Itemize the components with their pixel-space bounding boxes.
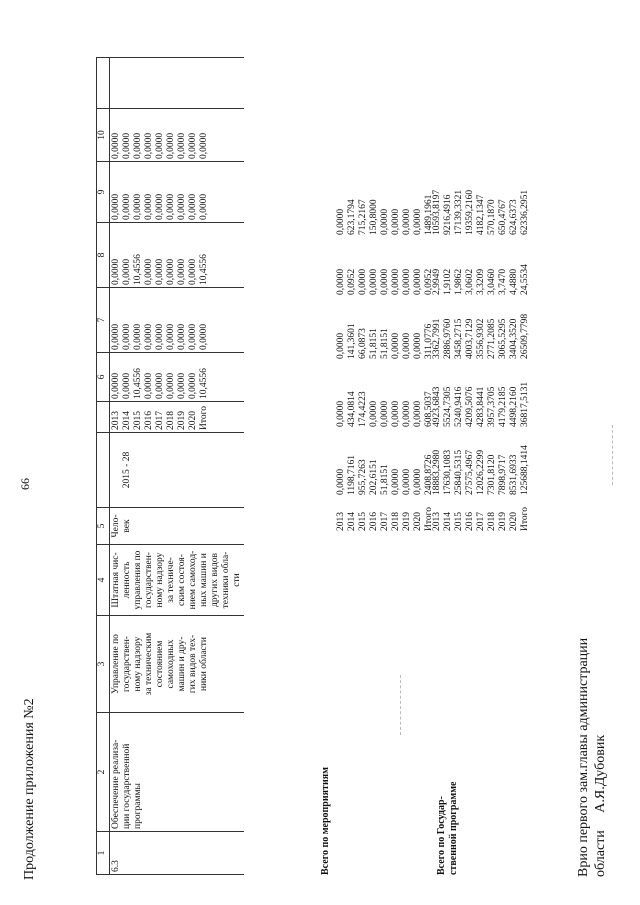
list-item: 0,0000 (144, 132, 154, 159)
list-item: 27575,4967 (465, 449, 475, 495)
list-item: 4283,8441 (476, 386, 486, 427)
col-num-10: 10 (97, 109, 110, 162)
list-item: 0,0000 (111, 258, 121, 285)
list-item: 0,0000 (188, 372, 198, 399)
total-measures-col10 (336, 195, 435, 235)
list-item: 0,0000 (188, 323, 198, 350)
list-item: Итого (520, 506, 530, 531)
list-item: 4209,5076 (465, 386, 475, 427)
list-item: 10593,8197 (432, 189, 442, 235)
list-item: 0,0000 (133, 193, 143, 220)
total-program-col7 (432, 382, 531, 427)
list-item: 0,0000 (380, 400, 390, 427)
list-item: 0,0000 (122, 372, 132, 399)
list-item: 0,0000 (380, 208, 390, 235)
row-executor: Управление по государствен- ному надзору за техническим состоянием самоходных машин и дру- гих видов тех- ники области (110, 616, 245, 713)
list-item: 0,0000 (358, 268, 368, 295)
list-item: 0,0000 (413, 468, 423, 495)
row-col10 (110, 109, 245, 162)
list-item: 0,0000 (369, 268, 379, 295)
list-item: 3362,7991 (432, 318, 442, 359)
list-item: 2408,8726 (424, 454, 434, 495)
col-num-2: 2 (97, 713, 110, 832)
list-item: 955,7263 (358, 459, 368, 495)
list-item: 8531,6933 (509, 454, 519, 495)
list-item: 174,4223 (358, 391, 368, 427)
list-item: 0,0000 (144, 258, 154, 285)
list-item: 2,9949 (432, 268, 442, 295)
list-item: 4923,6843 (432, 386, 442, 427)
list-item: 0,0000 (177, 258, 187, 285)
list-item: 2019 (402, 512, 412, 531)
list-item: 570,1870 (487, 199, 497, 235)
list-item: 608,5037 (424, 391, 434, 427)
col-num-8: 8 (97, 223, 110, 288)
list-item: 0,0000 (111, 193, 121, 220)
list-item: 10,4556 (199, 254, 209, 285)
list-item: 2016 (369, 512, 379, 531)
list-item: 141,3601 (347, 323, 357, 359)
list-item: 0,0000 (391, 400, 401, 427)
list-item: 715,2167 (358, 199, 368, 235)
list-item: 434,0814 (347, 391, 357, 427)
col-num-3: 3 (97, 616, 110, 713)
list-item: 2018 (391, 512, 401, 531)
list-item: 0,0000 (391, 332, 401, 359)
signature-line-1: Врио первого зам.главы администрации (576, 637, 591, 877)
list-item: 0,0000 (402, 400, 412, 427)
continuation-title: Продолжение приложения №2 (22, 698, 37, 880)
list-item: 0,0000 (177, 323, 187, 350)
list-item: 2886,9760 (443, 318, 453, 359)
list-item: 66,0873 (358, 328, 368, 359)
list-item: 0,0000 (391, 208, 401, 235)
list-item: 0,0000 (199, 193, 209, 220)
fold-mark (400, 675, 401, 735)
total-program-col9 (432, 264, 531, 295)
list-item: 2016 (465, 512, 475, 531)
list-item: 12026,2299 (476, 449, 486, 495)
list-item: 17630,1083 (443, 449, 453, 495)
signature-line-2: области А.Я.Дубовик (593, 734, 608, 877)
list-item: 17139,3321 (454, 189, 464, 235)
list-item: 0,0000 (155, 372, 165, 399)
list-item: 2019 (498, 512, 508, 531)
row-pad (110, 58, 245, 109)
list-item: 1489,1961 (424, 194, 434, 235)
col-num-7: 7 (97, 288, 110, 353)
list-item: 10,4556 (133, 254, 143, 285)
list-item: 0,0000 (391, 268, 401, 295)
list-item: 0,0000 (166, 258, 176, 285)
col-num-9: 9 (97, 162, 110, 223)
total-program-col6 (432, 445, 531, 495)
list-item: 1,9862 (454, 268, 464, 295)
list-item: 125688,1414 (520, 445, 530, 495)
list-item: 0,0000 (133, 323, 143, 350)
list-item: Итого (424, 506, 434, 531)
list-item: 0,0000 (155, 258, 165, 285)
list-item: 4,4880 (509, 268, 519, 295)
list-item: 0,0000 (122, 193, 132, 220)
list-item: 623,1794 (347, 199, 357, 235)
list-item: 0,0952 (424, 268, 434, 295)
list-item: 0,0000 (413, 268, 423, 295)
list-item: 3,3209 (476, 268, 486, 295)
list-item: 7898,9717 (498, 454, 508, 495)
list-item: 0,0000 (199, 323, 209, 350)
row-col8 (110, 223, 245, 288)
list-item: 0,0000 (166, 132, 176, 159)
row-period: 2015 - 28 (110, 433, 245, 508)
signature-block (575, 638, 609, 877)
list-item: 0,0000 (155, 323, 165, 350)
list-item: 4498,2160 (509, 386, 519, 427)
list-item: 2018 (487, 512, 497, 531)
list-item: 2015 (358, 512, 368, 531)
list-item: 3556,9302 (476, 318, 486, 359)
list-item: 0,0000 (336, 332, 346, 359)
list-item: 0,0000 (111, 323, 121, 350)
list-item: 0,0000 (177, 132, 187, 159)
list-item: 0,0000 (402, 468, 412, 495)
list-item: 3,0460 (487, 268, 497, 295)
row-name: Обеспечение реализа- ции государственной программы (110, 713, 245, 832)
list-item: 2014 (347, 512, 357, 531)
list-item: 0,0000 (199, 132, 209, 159)
list-item: 2020 (509, 512, 519, 531)
list-item: 1,9102 (443, 268, 453, 295)
list-item: 202,6151 (369, 459, 379, 495)
list-item: 2014 (443, 512, 453, 531)
list-item: 3957,3705 (487, 386, 497, 427)
list-item: 0,0000 (413, 208, 423, 235)
list-item: 0,0000 (166, 323, 176, 350)
col-num-4: 4 (97, 545, 110, 616)
row-col7 (110, 288, 245, 353)
row-years (110, 402, 245, 433)
list-item: 0,0000 (122, 258, 132, 285)
list-item: 0,0000 (336, 468, 346, 495)
list-item: 650,4767 (498, 199, 508, 235)
list-item: 0,0000 (111, 372, 121, 399)
total-measures-col9 (336, 269, 435, 295)
col-num-pad (97, 58, 110, 109)
list-item: 0,0000 (336, 208, 346, 235)
list-item: 2019 (177, 411, 187, 430)
list-item: 2017 (380, 512, 390, 531)
list-item: 24,5534 (520, 264, 530, 295)
list-item: 2016 (144, 411, 154, 430)
list-item: 5524,7305 (443, 386, 453, 427)
list-item: 0,0000 (402, 208, 412, 235)
list-item: 150,8000 (369, 199, 379, 235)
total-measures-label: Всего по мероприятиям (320, 767, 331, 875)
list-item: 25840,5315 (454, 449, 464, 495)
list-item: 5240,9416 (454, 386, 464, 427)
list-item: 0,0000 (380, 268, 390, 295)
col-num-year (97, 402, 110, 433)
total-program-label: Всего по Государ- ственной программе (436, 781, 459, 875)
col-num-5: 5 (97, 508, 110, 545)
list-item: 26509,7798 (520, 313, 530, 359)
list-item: 4182,1347 (476, 194, 486, 235)
list-item: 0,0000 (133, 132, 143, 159)
list-item: 0,0000 (188, 193, 198, 220)
list-item: 36817,5131 (520, 381, 530, 427)
list-item: 0,0000 (111, 132, 121, 159)
list-item: Итого (199, 405, 209, 430)
page-number: 66 (18, 478, 32, 490)
list-item: 2015 (133, 411, 143, 430)
table-row-6-3 (110, 58, 245, 875)
list-item: 3458,2715 (454, 318, 464, 359)
list-item: 0,0000 (122, 323, 132, 350)
list-item: 2017 (476, 512, 486, 531)
list-item: 0,0000 (402, 332, 412, 359)
col-num-1: 1 (97, 832, 110, 875)
col-num-5b (97, 433, 110, 508)
list-item: 0,0000 (402, 268, 412, 295)
list-item: 0,0000 (369, 400, 379, 427)
list-item: 0,0000 (166, 372, 176, 399)
list-item: 0,0000 (177, 193, 187, 220)
list-item: 0,0000 (144, 193, 154, 220)
list-item: 18883,2980 (432, 449, 442, 495)
list-item: 10,4556 (133, 368, 143, 399)
list-item: 0,0000 (391, 468, 401, 495)
list-item: 2020 (413, 512, 423, 531)
row-col9 (110, 162, 245, 223)
list-item: 0,0000 (188, 258, 198, 285)
total-measures-years (336, 507, 435, 531)
list-item: 2015 (454, 512, 464, 531)
list-item: 0,0000 (188, 132, 198, 159)
list-item: 51,8151 (380, 328, 390, 359)
list-item: 0,0000 (166, 193, 176, 220)
list-item: 51,8151 (380, 464, 390, 495)
list-item: 0,0000 (336, 268, 346, 295)
total-measures-col7 (336, 391, 435, 427)
list-item: 0,0000 (144, 372, 154, 399)
list-item: 19359,2160 (465, 189, 475, 235)
list-item: 4003,7129 (465, 318, 475, 359)
list-item: 3404,3520 (509, 318, 519, 359)
column-number-row (97, 58, 110, 875)
list-item: 3065,5295 (498, 318, 508, 359)
row-indicator: Штатная чис- ленность управления по государствен- ному надзору за техниче- ским состоя- нием самоход- ных машин и других видов техники обла- сти (110, 545, 245, 616)
total-program-col8 (432, 314, 531, 359)
total-measures-col8 (336, 323, 435, 359)
total-program-col10 (432, 190, 531, 235)
fold-mark (612, 425, 613, 485)
list-item: 0,0000 (413, 400, 423, 427)
list-item: 7301,8120 (487, 454, 497, 495)
list-item: 0,0000 (155, 193, 165, 220)
col-num-6: 6 (97, 353, 110, 402)
budget-table (96, 57, 244, 875)
list-item: 0,0000 (177, 372, 187, 399)
list-item: 3,7470 (498, 268, 508, 295)
list-item: 3,0602 (465, 268, 475, 295)
total-measures-col6 (336, 455, 435, 495)
list-item: 9216,4916 (443, 194, 453, 235)
list-item: 2771,2085 (487, 318, 497, 359)
list-item: 624,6373 (509, 199, 519, 235)
list-item: 4179,2185 (498, 386, 508, 427)
list-item: 62336,2951 (520, 189, 530, 235)
list-item: 1198,7161 (347, 454, 357, 495)
list-item: 2017 (155, 411, 165, 430)
row-unit: Чело- век (110, 508, 245, 545)
list-item: 2013 (111, 411, 121, 430)
total-program-years (432, 507, 531, 531)
row-index: 6.3 (110, 832, 245, 875)
list-item: 0,0000 (336, 400, 346, 427)
list-item: 2018 (166, 411, 176, 430)
list-item: 51,8151 (369, 328, 379, 359)
list-item: 0,0000 (122, 132, 132, 159)
row-col6 (110, 353, 245, 402)
list-item: 0,0000 (155, 132, 165, 159)
list-item: 311,0776 (424, 323, 434, 359)
list-item: 2014 (122, 411, 132, 430)
list-item: 0,0000 (144, 323, 154, 350)
list-item: 10,4556 (199, 368, 209, 399)
list-item: 2013 (432, 512, 442, 531)
list-item: 0,0952 (347, 268, 357, 295)
list-item: 2020 (188, 411, 198, 430)
list-item: 2013 (336, 512, 346, 531)
list-item: 0,0000 (413, 332, 423, 359)
